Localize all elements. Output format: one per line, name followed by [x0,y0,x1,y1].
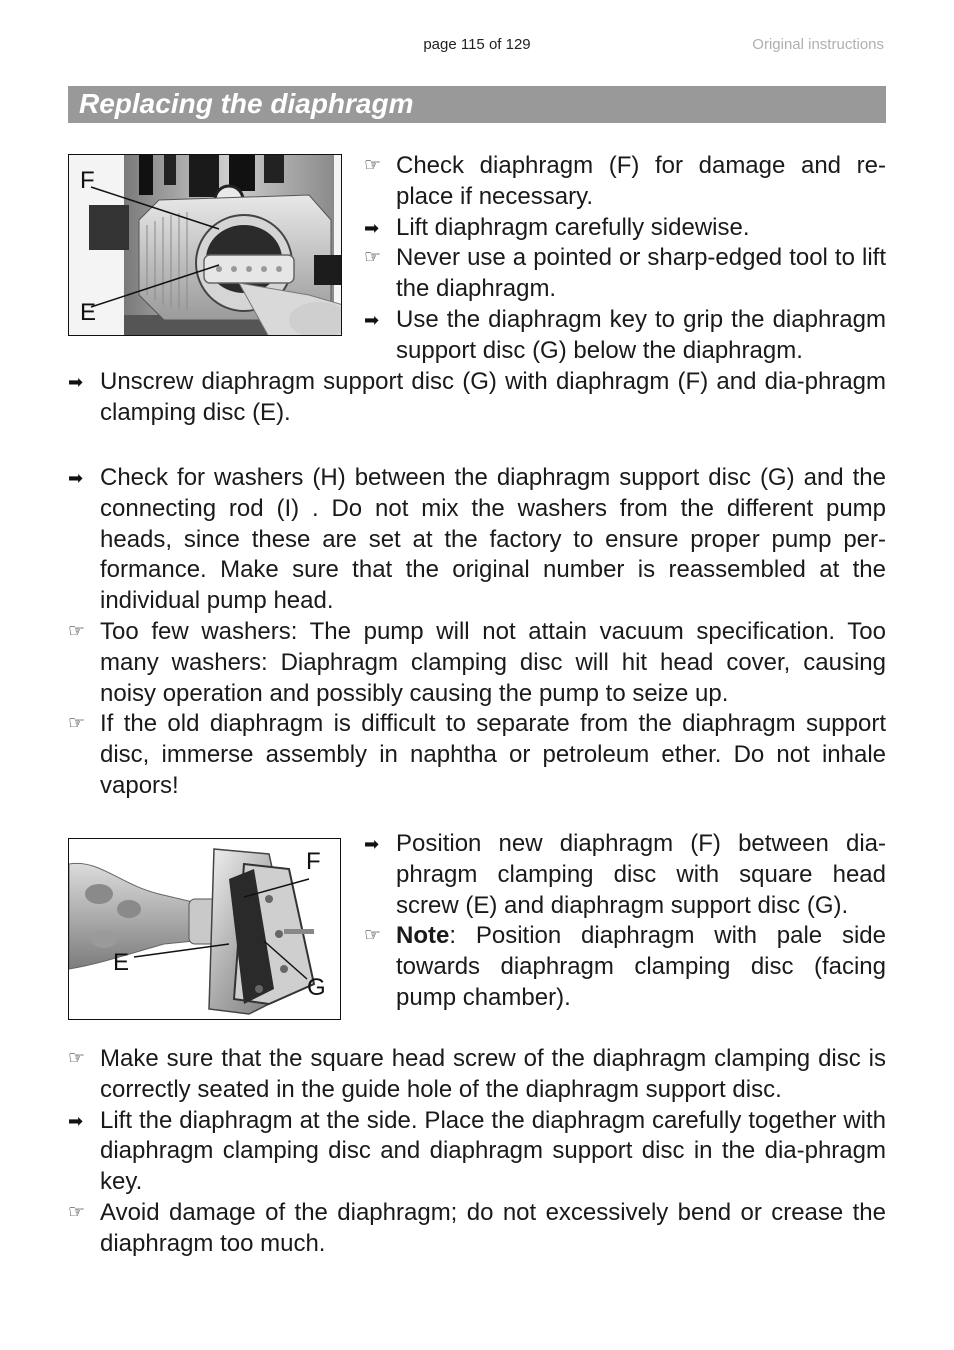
pointing-hand-icon: ☞ [68,620,86,642]
instruction-text: If the old diaphragm is difficult to separate from the diaphragm support disc, immerse assembly in naphtha or petroleum ether. Do not inhale vapors! [100,710,886,799]
instruction-item [68,1198,886,1260]
instruction-item [68,617,886,709]
instruction-text: Too few washers: The pump will not attain vacuum specification. Too many washers: Diaphragm clamping disc will hit head cover, causing noisy operation and possibly causing the pump to seize up. [100,617,886,707]
instruction-item [68,709,886,801]
instruction-text: Unscrew diaphragm support disc (G) with diaphragm (F) and dia-phragm clamping disc (E). [100,368,886,426]
instruction-text: Use the diaphragm key to grip the diaphragm support disc (G) below the diaphragm. [396,305,886,364]
instruction-list-2 [68,367,886,429]
instruction-list-4 [364,829,886,1014]
instruction-text: Lift the diaphragm at the side. Place the diaphragm carefully together with diaphragm clamping disc and diaphragm support disc in the dia-phragm key. [100,1106,886,1196]
instruction-text: Avoid damage of the diaphragm; do not excessively bend or crease the diaphragm too much. [100,1198,886,1257]
pointing-hand-icon: ☞ [68,1048,86,1069]
arrow-right-icon: ➡ [364,217,380,238]
figure1-label-f: F [80,167,95,194]
instruction-item [364,213,886,244]
arrow-right-icon: ➡ [68,1110,84,1131]
pointing-hand-icon: ☞ [68,1201,86,1223]
instruction-item [364,829,886,921]
instruction-list-1 [364,151,886,367]
pointing-hand-icon: ☞ [68,713,86,735]
figure-diaphragm-assembly-photo [68,838,341,1020]
instruction-list-3 [68,463,886,802]
figure2-label-g: G [307,974,326,1001]
figure-pump-head-photo [68,154,342,336]
section-title: Replacing the diaphragm [79,88,414,119]
instruction-item [364,305,886,367]
page-header-doc-label: Original instructions [752,36,884,53]
diaphragm-assembly-illustration [69,839,341,1020]
arrow-right-icon: ➡ [364,309,380,330]
arrow-right-icon: ➡ [68,468,84,488]
figure1-label-e: E [80,299,97,326]
instruction-text: Never use a pointed or sharp-edged tool to lift the diaphragm. [396,244,886,303]
instruction-text: Check diaphragm (F) for damage and re-place if necessary. [396,152,886,210]
instruction-text: Position new diaphragm (F) between dia-phragm clamping disc with square head screw (E) and diaphragm support disc (G). [396,830,886,919]
instruction-item [68,367,886,429]
instruction-text: Lift diaphragm carefully sidewise. [396,213,750,241]
instruction-text: Make sure that the square head screw of the diaphragm clamping disc is correctly seated in the guide hole of the diaphragm support disc. [100,1045,886,1103]
instruction-item [364,151,886,213]
instruction-item [68,1044,886,1106]
instruction-item [68,463,886,617]
instruction-list-5 [68,1044,886,1260]
pump-head-illustration [69,155,342,336]
arrow-right-icon: ➡ [364,834,380,854]
pointing-hand-icon: ☞ [364,247,382,269]
page-header-number: page 115 of 129 [423,36,531,53]
note-label: Note [396,922,450,950]
figure2-label-f: F [306,848,321,875]
instruction-item [364,921,886,1013]
note-text: : Position diaphragm with pale side towards diaphragm clamping disc (facing pump chamber). [396,922,886,1011]
instruction-item [364,243,886,305]
instruction-text [396,922,886,1011]
pointing-hand-icon: ☞ [364,155,382,176]
arrow-right-icon: ➡ [68,372,84,392]
pointing-hand-icon: ☞ [364,925,382,947]
instruction-text: Check for washers (H) between the diaphragm support disc (G) and the connecting rod (I) . Do not mix the washers from the different pump heads, since these are set at the factory to ensure proper pump per-formance. Make sure that the original number is reassembled at the individual pump head. [100,464,886,615]
instruction-item [68,1106,886,1198]
figure2-label-e: E [113,949,130,976]
section-title-bar [68,86,886,123]
